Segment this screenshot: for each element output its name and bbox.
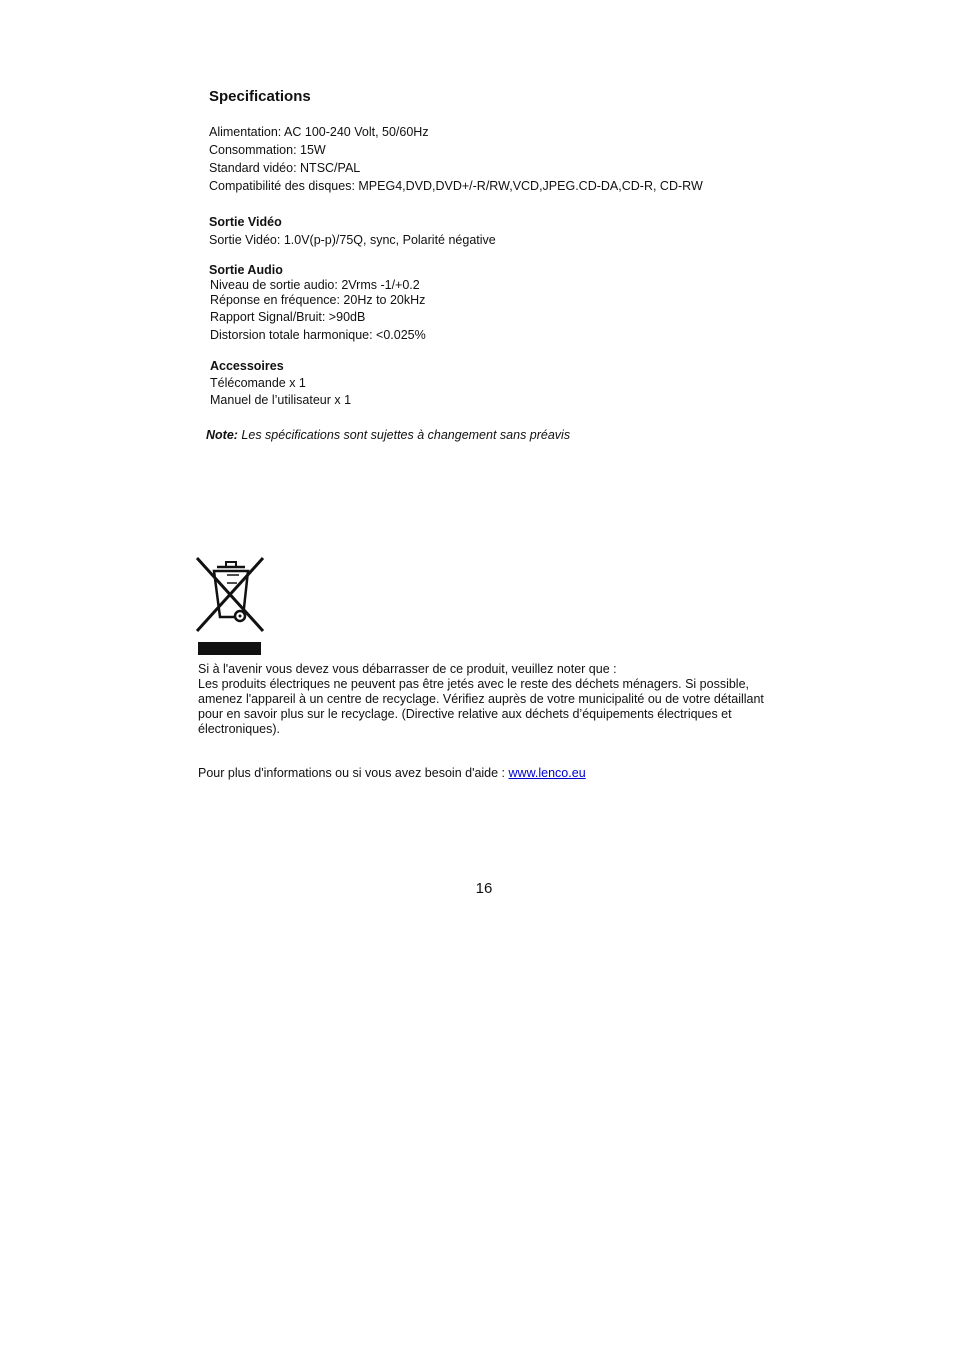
audio-line: Distorsion totale harmonique: <0.025% (210, 328, 426, 342)
video-line: Sortie Vidéo: 1.0V(p-p)/75Q, sync, Polarité négative (209, 233, 496, 247)
crossed-out-wheelie-bin-icon (193, 553, 267, 657)
accessories-heading: Accessoires (210, 359, 284, 373)
spec-line: Alimentation: AC 100-240 Volt, 50/60Hz (209, 125, 429, 139)
audio-line: Rapport Signal/Bruit: >90dB (210, 310, 366, 324)
spec-line: Consommation: 15W (209, 143, 326, 157)
audio-line: Niveau de sortie audio: 2Vrms -1/+0.2 (210, 278, 420, 292)
page-number: 16 (475, 880, 493, 897)
note-text: Les spécifications sont sujettes à changement sans préavis (237, 428, 571, 442)
spec-line: Compatibilité des disques: MPEG4,DVD,DVD+/-R/RW,VCD,JPEG.CD-DA,CD-R, CD-RW (209, 179, 703, 193)
general-specs (209, 123, 703, 195)
note (206, 428, 570, 442)
audio-heading: Sortie Audio (209, 263, 283, 277)
spec-line: Standard vidéo: NTSC/PAL (209, 161, 361, 175)
info-text: Pour plus d'informations ou si vous avez besoin d'aide : (198, 766, 509, 780)
note-label: Note: (206, 428, 238, 442)
info-line (198, 766, 586, 780)
weee-notice (198, 662, 788, 737)
weee-intro: Si à l'avenir vous devez vous débarrasser de ce produit, veuillez noter que : (198, 662, 617, 676)
accessory-line: Manuel de l’utilisateur x 1 (210, 393, 352, 407)
specifications-title: Specifications (209, 88, 311, 105)
audio-line: Réponse en fréquence: 20Hz to 20kHz (210, 293, 426, 307)
weee-body: Les produits électriques ne peuvent pas être jetés avec le reste des déchets ménagers. Si possible, amenez l'appareil à un centre de recyclage. Vérifiez auprès de votre municipalité ou de votre détaillant pour en savoir plus sur le recyclage. (Directive relative aux déchets d’équipements électriques et électroniques). (198, 677, 764, 736)
lenco-link[interactable]: www.lenco.eu (508, 766, 586, 780)
accessory-line: Télécomande x 1 (210, 376, 306, 390)
video-heading: Sortie Vidéo (209, 215, 282, 229)
